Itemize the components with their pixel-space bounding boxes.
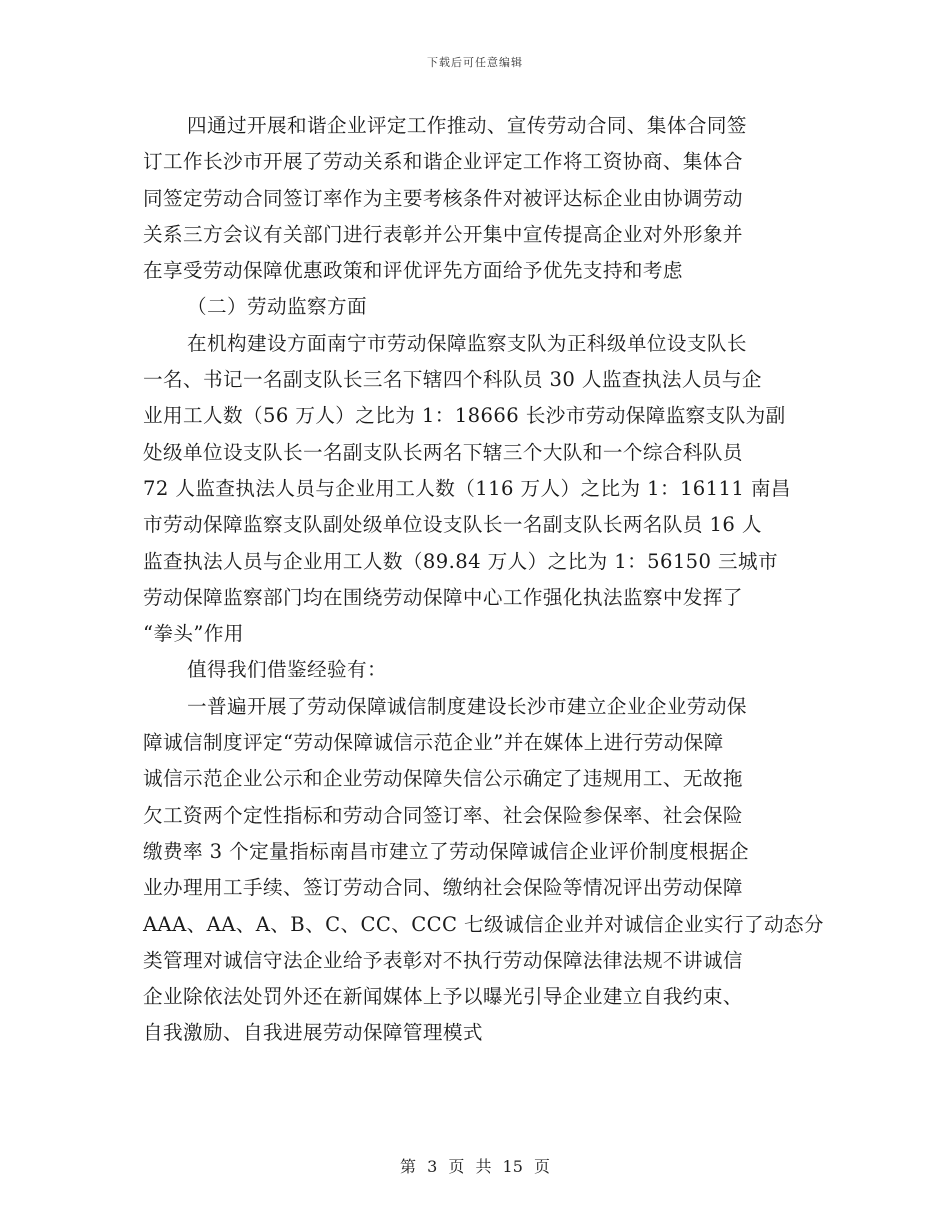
text-line: 值得我们借鉴经验有： [187,658,387,682]
text-line: AAA、AA、A、B、C、CC、CCC 七级诚信企业并对诚信企业实行了动态分 [143,912,824,936]
text-line: 自我激励、自我进展劳动保障管理模式 [143,1021,483,1045]
text-line: 在机构建设方面南宁市劳动保障监察支队为正科级单位设支队长 [187,331,747,355]
text-line: 障诚信制度评定“劳动保障诚信示范企业”并在媒体上进行劳动保障 [143,731,724,755]
text-line: 诚信示范企业公示和企业劳动保障失信公示确定了违规用工、无故拖 [143,767,743,791]
text-line: 市劳动保障监察支队副处级单位设支队长一名副支队长两名队员 16 人 [143,513,762,537]
text-line: “拳头”作用 [143,622,244,646]
text-line: 业办理用工手续、签订劳动合同、缴纳社会保险等情况评出劳动保障 [143,876,743,900]
text-line: 企业除依法处罚外还在新闻媒体上予以曝光引导企业建立自我约束、 [143,985,743,1009]
text-line: 业用工人数（56 万人）之比为 1：18666 长沙市劳动保障监察支队为副 [143,404,786,428]
text-line: 一普遍开展了劳动保障诚信制度建设长沙市建立企业企业劳动保 [187,694,747,718]
text-line: 类管理对诚信守法企业给予表彰对不执行劳动保障法律法规不讲诚信 [143,948,743,972]
text-line: 欠工资两个定性指标和劳动合同签订率、社会保险参保率、社会保险 [143,803,743,827]
document-body [143,108,824,1052]
text-line: 劳动保障监察部门均在围绕劳动保障中心工作强化执法监察中发挥了 [143,585,743,609]
text-line: 监查执法人员与企业用工人数（89.84 万人）之比为 1：56150 三城市 [143,549,779,573]
text-line: 订工作长沙市开展了劳动关系和谐企业评定工作将工资协商、集体合 [143,150,743,174]
text-line: 缴费率 3 个定量指标南昌市建立了劳动保障诚信企业评价制度根据企 [143,839,749,863]
text-line: 四通过开展和谐企业评定工作推动、宣传劳动合同、集体合同签 [187,114,747,137]
text-line: （二）劳动监察方面 [187,295,367,319]
page-footer: 第 3 页 共 15 页 [400,1157,550,1176]
text-line: 关系三方会议有关部门进行表彰并公开集中宣传提高企业对外形象并 [143,222,743,246]
text-line: 72 人监查执法人员与企业用工人数（116 万人）之比为 1：16111 南昌 [143,476,791,500]
text-line: 一名、书记一名副支队长三名下辖四个科队员 30 人监查执法人员与企 [143,368,762,392]
text-line: 处级单位设支队长一名副支队长两名下辖三个大队和一个综合科队员 [143,440,743,464]
page-header: 下载后可任意编辑 [427,56,523,69]
text-line: 同签定劳动合同签订率作为主要考核条件对被评达标企业由协调劳动 [143,186,743,210]
text-line: 在享受劳动保障优惠政策和评优评先方面给予优先支持和考虑 [143,259,683,283]
